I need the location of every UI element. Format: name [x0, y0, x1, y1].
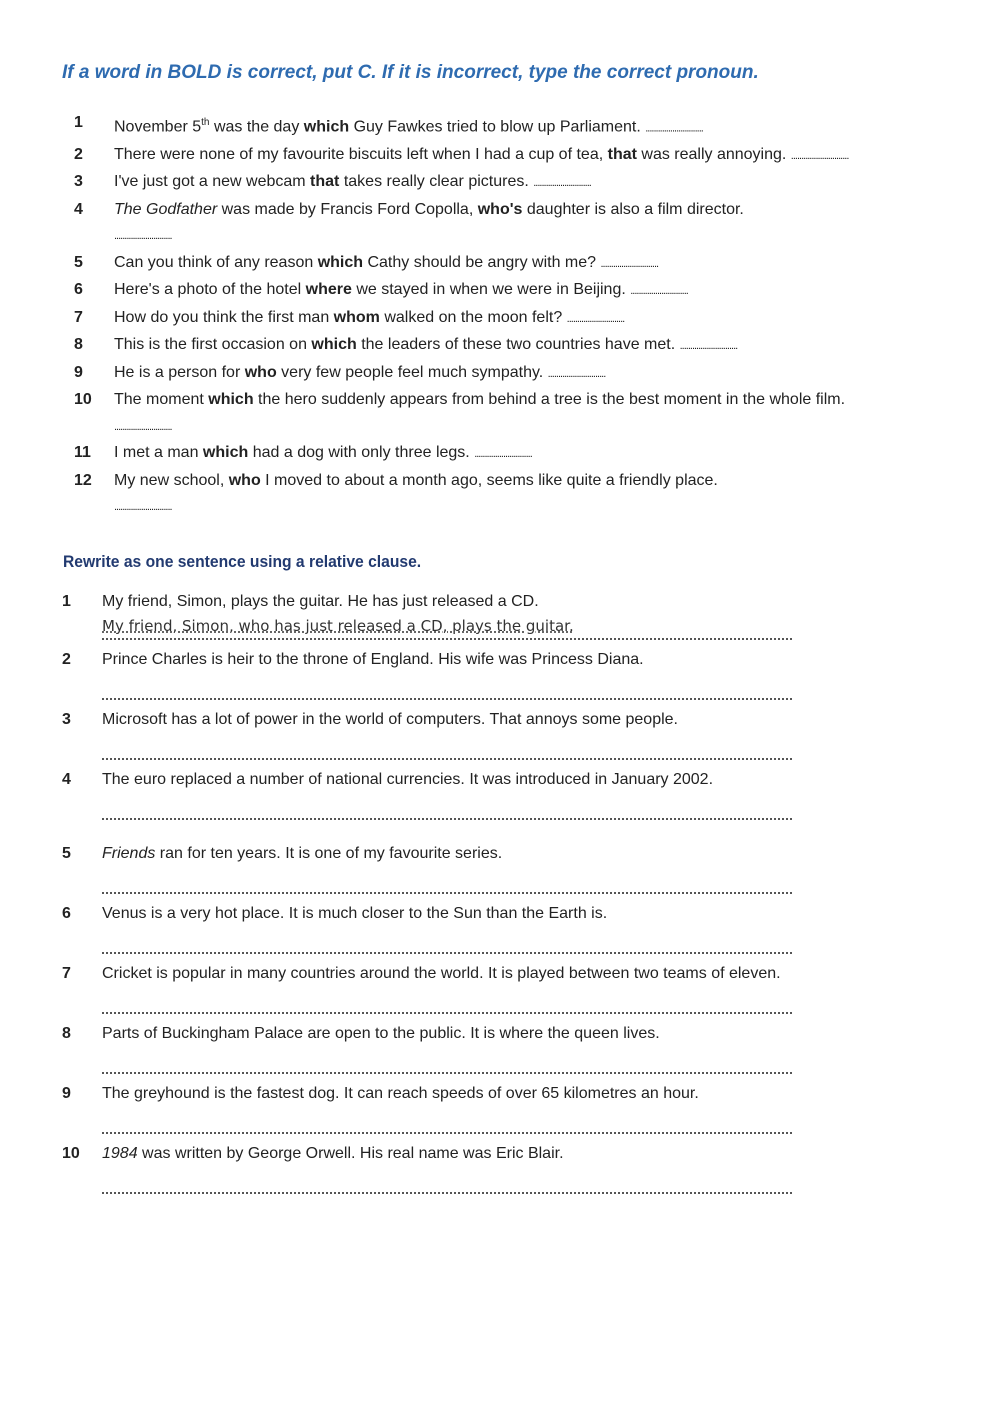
rewrite-item-10 — [62, 1142, 792, 1202]
bold-pronoun: that — [310, 173, 340, 191]
item-number: 6 — [62, 905, 71, 922]
item-number: 2 — [74, 145, 83, 163]
answer-line[interactable] — [102, 866, 792, 894]
item-number: 3 — [74, 173, 83, 191]
ordinal-suffix: th — [201, 117, 210, 128]
rewrite-item-5 — [62, 842, 792, 902]
rewrite-exercise — [62, 590, 792, 1202]
rewrite-item-9 — [62, 1082, 792, 1142]
rewrite-item-2 — [62, 648, 792, 708]
item-text: the hero suddenly appears from behind a tree is the best moment in the whole film. — [253, 391, 846, 409]
item-number: 7 — [74, 308, 83, 326]
answer-line[interactable] — [102, 1166, 792, 1194]
item-number: 5 — [74, 253, 83, 271]
item-text: The greyhound is the fastest dog. It can reach speeds of over 65 kilometres an hour. — [102, 1085, 699, 1102]
pronoun-exercise — [62, 110, 852, 521]
item-number: 2 — [62, 651, 71, 668]
item-text: The euro replaced a number of national currencies. It was introduced in January 2002. — [102, 771, 714, 788]
exercise-item-4 — [62, 197, 852, 250]
answer-line[interactable] — [102, 986, 792, 1014]
exercise-item-6 — [62, 277, 852, 305]
exercise-item-3 — [62, 169, 852, 197]
item-text: Venus is a very hot place. It is much closer to the Sun than the Earth is. — [102, 905, 608, 922]
item-text: the leaders of these two countries have met. — [356, 336, 680, 354]
item-text: He is a person for — [114, 363, 245, 381]
bold-pronoun: which — [208, 391, 254, 409]
item-text: Cathy should be angry with me? — [363, 253, 601, 271]
item-number: 3 — [62, 711, 71, 728]
item-number: 9 — [74, 363, 83, 381]
answer-blank[interactable]: ............................ — [645, 122, 703, 135]
answer-blank[interactable]: ............................ — [114, 420, 172, 433]
item-number: 1 — [62, 593, 71, 610]
bold-pronoun: who — [228, 471, 261, 489]
exercise-item-10 — [62, 387, 852, 440]
exercise-item-5 — [62, 250, 852, 278]
item-text: My friend, Simon, plays the guitar. He has just released a CD. — [102, 593, 539, 610]
answer-blank[interactable]: ............................ — [679, 340, 738, 353]
bold-pronoun: which — [202, 444, 249, 462]
exercise-item-11 — [62, 440, 852, 468]
bold-pronoun: whom — [333, 308, 380, 326]
answer-blank[interactable]: ............................ — [566, 312, 625, 325]
answer-line[interactable] — [102, 1106, 792, 1134]
item-text: I've just got a new webcam — [114, 173, 311, 191]
answer-blank[interactable]: ............................ — [474, 448, 532, 461]
item-text: Prince Charles is heir to the throne of England. His wife was Princess Diana. — [102, 651, 644, 668]
item-number: 7 — [62, 965, 71, 982]
rewrite-item-7 — [62, 962, 792, 1022]
item-number: 4 — [62, 771, 71, 788]
item-text: I moved to about a month ago, seems like quite a friendly place. — [260, 471, 718, 489]
answer-blank[interactable]: ............................ — [547, 367, 606, 380]
book-title: 1984 — [102, 1145, 138, 1162]
item-number: 6 — [74, 281, 83, 299]
item-text: was really annoying. — [636, 145, 791, 163]
item-text: daughter is also a film director. — [522, 200, 744, 218]
section-2-heading: Rewrite as one sentence using a relative clause. — [63, 552, 422, 571]
answer-blank[interactable]: ............................ — [114, 230, 172, 243]
item-text: was written by George Orwell. His real name was Eric Blair. — [137, 1145, 564, 1162]
item-number: 8 — [74, 336, 83, 354]
bold-pronoun: who — [244, 363, 277, 381]
answer-blank[interactable]: ............................ — [630, 285, 688, 298]
item-text: was made by Francis Ford Copolla, — [217, 200, 478, 218]
rewrite-item-3 — [62, 708, 792, 768]
item-text: Can you think of any reason — [114, 253, 318, 271]
worksheet-instructions: If a word in BOLD is correct, put C. If it is incorrect, type the correct pronoun. — [62, 62, 759, 83]
item-number: 10 — [74, 391, 92, 409]
item-text: How do you think the first man — [114, 308, 334, 326]
answer-line[interactable] — [102, 1046, 792, 1074]
item-text: There were none of my favourite biscuits left when I had a cup of tea, — [114, 145, 608, 163]
item-text: Here's a photo of the hotel — [114, 281, 306, 299]
item-text: ran for ten years. It is one of my favourite series. — [155, 845, 503, 862]
answer-line[interactable] — [102, 926, 792, 954]
rewrite-item-1 — [62, 590, 792, 648]
item-number: 9 — [62, 1085, 71, 1102]
example-answer: My friend, Simon, who has just released a CD, plays the guitar. — [102, 614, 792, 640]
series-title: Friends — [102, 845, 156, 862]
item-text: was the day — [209, 118, 304, 136]
item-text: had a dog with only three legs. — [248, 444, 475, 462]
answer-blank[interactable]: ............................ — [114, 501, 172, 514]
item-number: 12 — [74, 471, 92, 489]
item-text: Microsoft has a lot of power in the world of computers. That annoys some people. — [102, 711, 678, 728]
item-number: 11 — [74, 444, 91, 462]
bold-pronoun: who's — [477, 200, 523, 218]
bold-pronoun: where — [305, 281, 352, 299]
item-text: Parts of Buckingham Palace are open to the public. It is where the queen lives. — [102, 1025, 660, 1042]
item-text: My new school, — [114, 471, 229, 489]
answer-line[interactable] — [102, 792, 792, 820]
item-number: 4 — [74, 200, 83, 218]
bold-pronoun: which — [311, 336, 357, 354]
item-text: we stayed in when we were in Beijing. — [351, 281, 631, 299]
exercise-item-12 — [62, 468, 852, 521]
exercise-item-2 — [62, 142, 852, 170]
item-text: November 5 — [114, 118, 202, 136]
bold-pronoun: which — [317, 253, 364, 271]
exercise-item-9 — [62, 360, 852, 388]
exercise-item-7 — [62, 305, 852, 333]
exercise-item-1 — [62, 110, 852, 142]
item-number: 10 — [62, 1145, 80, 1162]
item-text: Cricket is popular in many countries around the world. It is played between two teams of eleven. — [102, 965, 781, 982]
item-text: Guy Fawkes tried to blow up Parliament. — [349, 118, 646, 136]
rewrite-item-4 — [62, 768, 792, 828]
film-title: The Godfather — [114, 200, 218, 218]
bold-pronoun: which — [303, 118, 350, 136]
item-text: very few people feel much sympathy. — [276, 363, 548, 381]
rewrite-item-8 — [62, 1022, 792, 1082]
item-number: 8 — [62, 1025, 71, 1042]
answer-blank[interactable]: ............................ — [790, 149, 849, 162]
exercise-item-8 — [62, 332, 852, 360]
answer-blank[interactable]: ............................ — [533, 177, 591, 190]
item-number: 5 — [62, 845, 71, 862]
bold-pronoun: that — [607, 145, 637, 163]
item-text: I met a man — [114, 444, 203, 462]
answer-blank[interactable]: ............................ — [600, 257, 659, 270]
item-number: 1 — [74, 114, 83, 131]
rewrite-item-6 — [62, 902, 792, 962]
item-text: walked on the moon felt? — [379, 308, 567, 326]
item-text: takes really clear pictures. — [339, 173, 534, 191]
answer-line[interactable] — [102, 672, 792, 700]
item-text: The moment — [114, 391, 209, 409]
item-text: This is the first occasion on — [114, 336, 312, 354]
answer-line[interactable] — [102, 732, 792, 760]
